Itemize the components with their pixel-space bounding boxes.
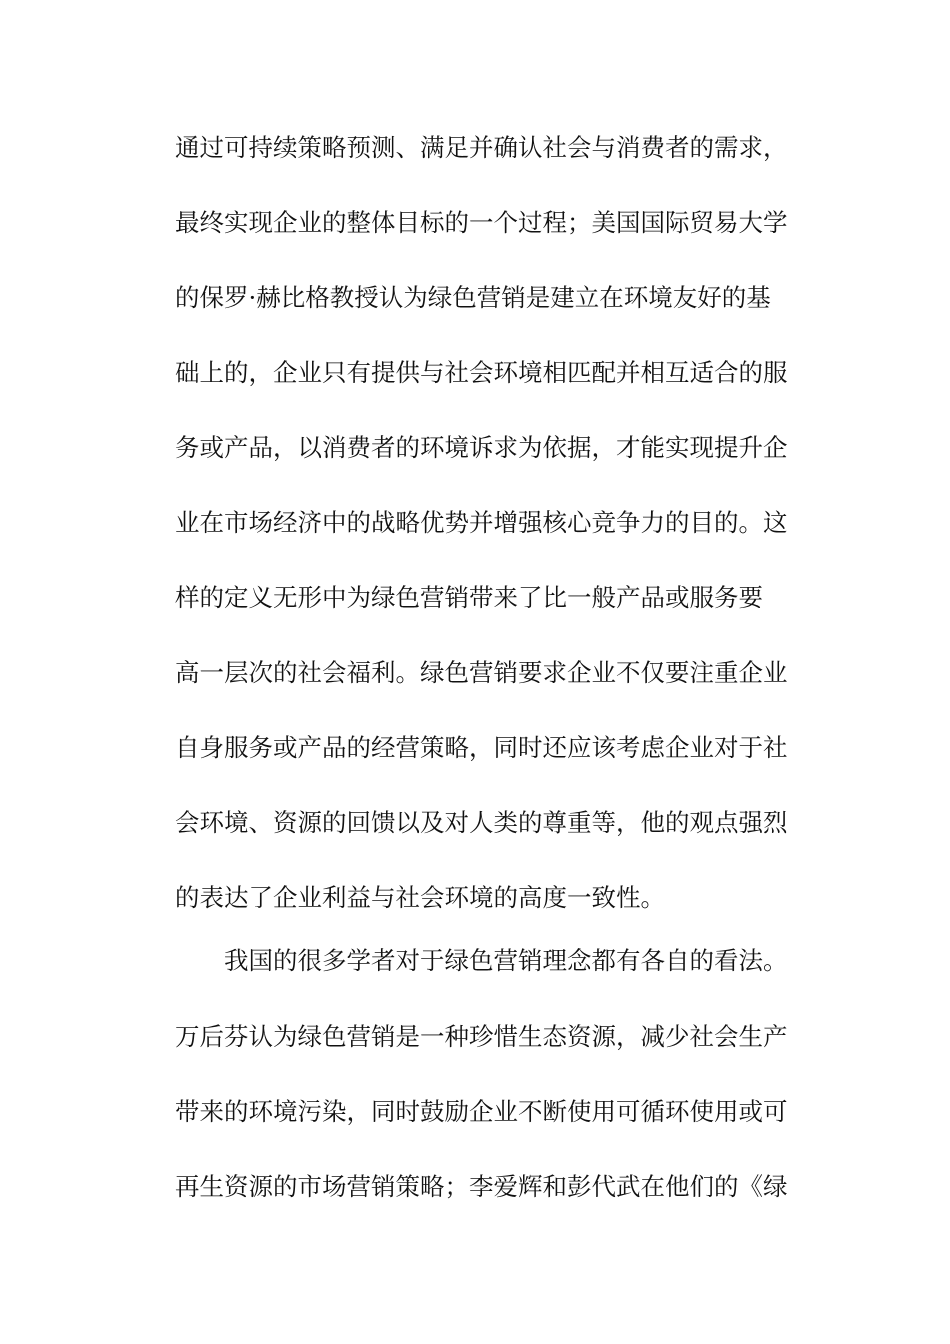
- paragraph-first-line: 我国的很多学者对于绿色营销理念都有各自的看法。: [224, 946, 788, 975]
- text-line: 通过可持续策略预测、满足并确认社会与消费者的需求，: [175, 133, 788, 162]
- text-line: 的保罗·赫比格教授认为绿色营销是建立在环境友好的基: [175, 283, 771, 312]
- text-line: 样的定义无形中为绿色营销带来了比一般产品或服务要: [175, 583, 763, 612]
- text-line: 自身服务或产品的经营策略，同时还应该考虑企业对于社: [175, 733, 788, 762]
- text-line: 础上的，企业只有提供与社会环境相匹配并相互适合的服: [175, 358, 788, 387]
- text-line: 的表达了企业利益与社会环境的高度一致性。: [175, 883, 665, 912]
- text-line: 再生资源的市场营销策略；李爱辉和彭代武在他们的《绿: [175, 1172, 788, 1201]
- text-line: 最终实现企业的整体目标的一个过程；美国国际贸易大学: [175, 208, 788, 237]
- text-line: 高一层次的社会福利。绿色营销要求企业不仅要注重企业: [175, 658, 788, 687]
- text-line: 万后芬认为绿色营销是一种珍惜生态资源，减少社会生产: [175, 1022, 788, 1051]
- text-line: 务或产品，以消费者的环境诉求为依据，才能实现提升企: [175, 433, 788, 462]
- text-line: 带来的环境污染，同时鼓励企业不断使用可循环使用或可: [175, 1097, 788, 1126]
- text-line: 会环境、资源的回馈以及对人类的尊重等，他的观点强烈: [175, 808, 788, 837]
- text-line: 业在市场经济中的战略优势并增强核心竞争力的目的。这: [175, 508, 788, 537]
